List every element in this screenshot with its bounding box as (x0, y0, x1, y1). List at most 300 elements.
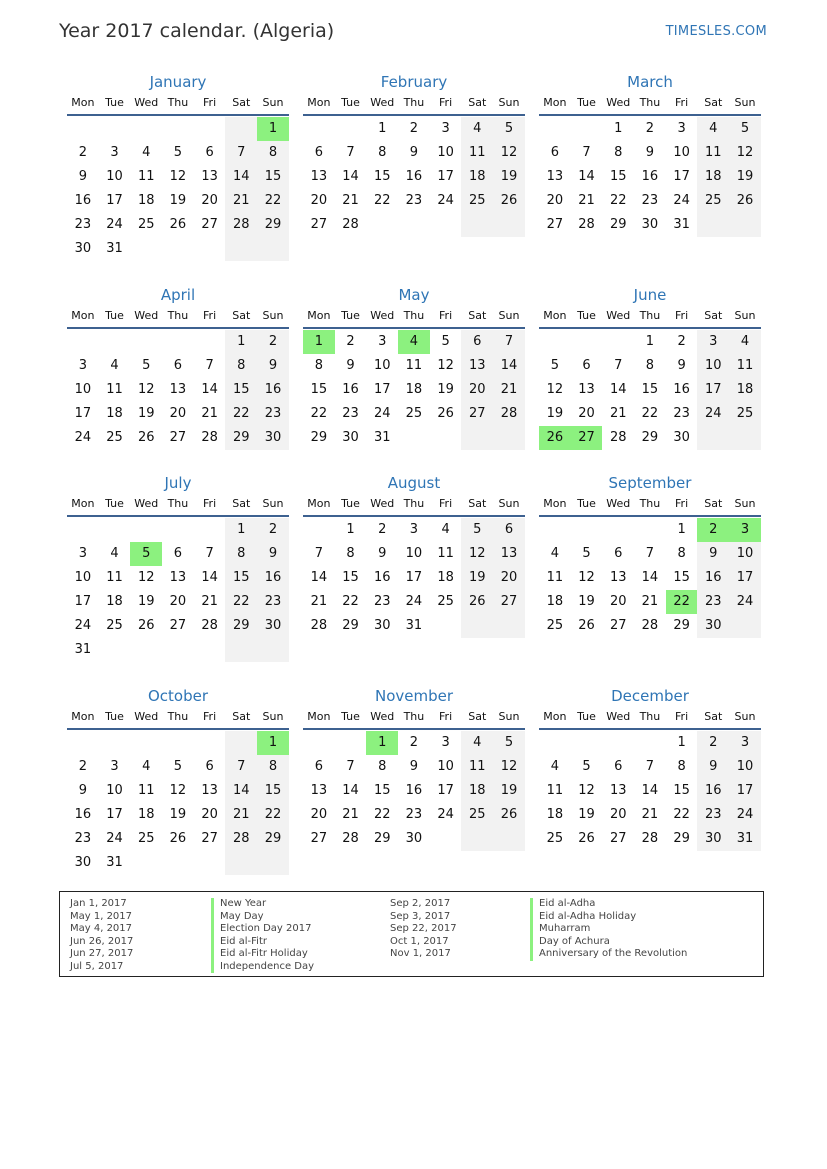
day-cell[interactable]: 13 (609, 783, 627, 798)
day-cell[interactable]: 11 (729, 354, 761, 378)
day-cell[interactable]: 14 (225, 779, 257, 803)
day-cell[interactable]: 27 (461, 402, 493, 426)
day-cell[interactable]: 10 (106, 783, 123, 798)
day-cell[interactable]: 14 (578, 169, 595, 184)
day-cell[interactable]: 6 (173, 546, 183, 561)
day-cell[interactable]: 17 (437, 169, 454, 184)
day-cell[interactable]: 14 (342, 169, 359, 184)
day-cell[interactable]: 7 (582, 145, 591, 160)
day-cell[interactable]: 23 (697, 590, 729, 614)
day-cell[interactable]: 31 (729, 827, 761, 851)
day-cell[interactable]: 25 (729, 402, 761, 426)
day-cell[interactable]: 17 (74, 406, 92, 421)
day-cell[interactable]: 3 (441, 735, 450, 750)
day-cell[interactable]: 24 (437, 807, 454, 822)
day-cell[interactable]: 8 (257, 141, 289, 165)
day-cell[interactable]: 26 (539, 426, 571, 450)
day-cell[interactable]: 26 (137, 618, 155, 633)
day-cell[interactable]: 28 (609, 430, 627, 445)
day-cell[interactable]: 16 (74, 193, 92, 208)
day-cell[interactable]: 24 (729, 803, 761, 827)
day-cell[interactable]: 5 (173, 759, 183, 774)
day-cell[interactable]: 17 (106, 807, 123, 822)
day-cell[interactable]: 9 (346, 358, 355, 373)
day-cell[interactable]: 5 (461, 518, 493, 542)
day-cell[interactable]: 15 (257, 779, 289, 803)
day-cell[interactable]: 15 (225, 378, 257, 402)
day-cell[interactable]: 19 (169, 807, 187, 822)
day-cell[interactable]: 14 (201, 382, 218, 397)
day-cell[interactable]: 31 (106, 855, 123, 870)
day-cell[interactable]: 26 (729, 189, 761, 213)
day-cell[interactable]: 11 (137, 169, 155, 184)
day-cell[interactable]: 7 (225, 755, 257, 779)
day-cell[interactable]: 22 (225, 402, 257, 426)
day-cell[interactable]: 10 (729, 542, 761, 566)
day-cell[interactable]: 28 (641, 831, 659, 846)
day-cell[interactable]: 13 (493, 542, 525, 566)
day-cell[interactable]: 13 (169, 570, 187, 585)
day-cell[interactable]: 5 (493, 731, 525, 755)
day-cell[interactable]: 25 (461, 803, 493, 827)
day-cell[interactable]: 23 (74, 217, 92, 232)
day-cell[interactable]: 25 (546, 618, 564, 633)
day-cell[interactable]: 30 (641, 217, 659, 232)
day-cell[interactable]: 26 (578, 618, 595, 633)
day-cell[interactable]: 2 (409, 121, 419, 136)
day-cell[interactable]: 18 (405, 382, 423, 397)
day-cell[interactable]: 20 (201, 807, 218, 822)
day-cell[interactable]: 7 (614, 358, 623, 373)
day-cell[interactable]: 16 (405, 783, 423, 798)
day-cell[interactable]: 11 (546, 570, 564, 585)
day-cell[interactable]: 11 (137, 783, 155, 798)
day-cell[interactable]: 19 (137, 594, 155, 609)
day-cell[interactable]: 5 (582, 546, 591, 561)
day-cell[interactable]: 8 (257, 755, 289, 779)
day-cell[interactable]: 28 (225, 213, 257, 237)
day-cell[interactable]: 20 (201, 193, 218, 208)
day-cell[interactable]: 25 (137, 217, 155, 232)
day-cell[interactable]: 21 (641, 594, 659, 609)
day-cell[interactable]: 23 (257, 402, 289, 426)
day-cell[interactable]: 8 (645, 358, 655, 373)
day-cell[interactable]: 13 (578, 382, 595, 397)
day-cell[interactable]: 18 (461, 165, 493, 189)
day-cell[interactable]: 30 (405, 831, 423, 846)
day-cell[interactable]: 2 (697, 518, 729, 542)
day-cell[interactable]: 20 (169, 406, 187, 421)
day-cell[interactable]: 19 (493, 165, 525, 189)
day-cell[interactable]: 26 (493, 189, 525, 213)
day-cell[interactable]: 9 (409, 145, 419, 160)
day-cell[interactable]: 21 (342, 193, 359, 208)
day-cell[interactable]: 1 (645, 334, 655, 349)
day-cell[interactable]: 21 (609, 406, 627, 421)
day-cell[interactable]: 19 (546, 406, 564, 421)
day-cell[interactable]: 29 (257, 827, 289, 851)
day-cell[interactable]: 20 (310, 193, 328, 208)
day-cell[interactable]: 18 (106, 406, 123, 421)
day-cell[interactable]: 15 (310, 382, 328, 397)
day-cell[interactable]: 19 (137, 406, 155, 421)
day-cell[interactable]: 5 (493, 117, 525, 141)
day-cell[interactable]: 27 (169, 430, 187, 445)
day-cell[interactable]: 7 (645, 759, 655, 774)
day-cell[interactable]: 7 (645, 546, 655, 561)
day-cell[interactable]: 4 (697, 117, 729, 141)
day-cell[interactable]: 27 (609, 618, 627, 633)
day-cell[interactable]: 21 (201, 594, 218, 609)
day-cell[interactable]: 8 (378, 759, 387, 774)
day-cell[interactable]: 28 (225, 827, 257, 851)
day-cell[interactable]: 12 (137, 570, 155, 585)
day-cell[interactable]: 29 (310, 430, 328, 445)
day-cell[interactable]: 10 (697, 354, 729, 378)
day-cell[interactable]: 11 (461, 755, 493, 779)
day-cell[interactable]: 9 (697, 755, 729, 779)
day-cell[interactable]: 15 (609, 169, 627, 184)
day-cell[interactable]: 16 (641, 169, 659, 184)
day-cell[interactable]: 20 (493, 566, 525, 590)
day-cell[interactable]: 31 (673, 217, 690, 232)
day-cell[interactable]: 20 (310, 807, 328, 822)
day-cell[interactable]: 26 (578, 831, 595, 846)
day-cell[interactable]: 20 (609, 807, 627, 822)
day-cell[interactable]: 15 (225, 566, 257, 590)
day-cell[interactable]: 25 (437, 594, 454, 609)
day-cell[interactable]: 17 (729, 566, 761, 590)
day-cell[interactable]: 13 (310, 169, 328, 184)
day-cell[interactable]: 9 (378, 546, 387, 561)
day-cell[interactable]: 23 (342, 406, 359, 421)
day-cell[interactable]: 4 (441, 522, 450, 537)
day-cell[interactable]: 20 (609, 594, 627, 609)
day-cell[interactable]: 5 (582, 759, 591, 774)
day-cell[interactable]: 9 (78, 169, 87, 184)
day-cell[interactable]: 1 (677, 522, 686, 537)
day-cell[interactable]: 9 (78, 783, 87, 798)
day-cell[interactable]: 1 (257, 117, 289, 141)
day-cell[interactable]: 29 (673, 831, 690, 846)
day-cell[interactable]: 23 (257, 590, 289, 614)
day-cell[interactable]: 29 (673, 618, 690, 633)
day-cell[interactable]: 4 (461, 731, 493, 755)
day-cell[interactable]: 4 (142, 759, 151, 774)
day-cell[interactable]: 20 (461, 378, 493, 402)
day-cell[interactable]: 18 (461, 779, 493, 803)
day-cell[interactable]: 3 (677, 121, 686, 136)
day-cell[interactable]: 16 (257, 566, 289, 590)
day-cell[interactable]: 22 (310, 406, 328, 421)
day-cell[interactable]: 8 (346, 546, 355, 561)
day-cell[interactable]: 28 (201, 618, 218, 633)
day-cell[interactable]: 27 (169, 618, 187, 633)
day-cell[interactable]: 22 (673, 807, 690, 822)
day-cell[interactable]: 28 (342, 831, 359, 846)
day-cell[interactable]: 6 (205, 145, 214, 160)
day-cell[interactable]: 24 (697, 402, 729, 426)
day-cell[interactable]: 25 (137, 831, 155, 846)
day-cell[interactable]: 1 (303, 330, 335, 354)
day-cell[interactable]: 16 (342, 382, 359, 397)
day-cell[interactable]: 4 (461, 117, 493, 141)
day-cell[interactable]: 1 (257, 731, 289, 755)
day-cell[interactable]: 13 (461, 354, 493, 378)
day-cell[interactable]: 17 (673, 169, 690, 184)
day-cell[interactable]: 6 (493, 518, 525, 542)
day-cell[interactable]: 20 (546, 193, 564, 208)
day-cell[interactable]: 1 (225, 330, 257, 354)
day-cell[interactable]: 30 (257, 614, 289, 638)
day-cell[interactable]: 28 (578, 217, 595, 232)
day-cell[interactable]: 23 (697, 803, 729, 827)
day-cell[interactable]: 11 (697, 141, 729, 165)
day-cell[interactable]: 19 (169, 193, 187, 208)
day-cell[interactable]: 2 (677, 334, 686, 349)
day-cell[interactable]: 24 (729, 590, 761, 614)
day-cell[interactable]: 6 (614, 759, 623, 774)
day-cell[interactable]: 28 (493, 402, 525, 426)
day-cell[interactable]: 22 (257, 803, 289, 827)
day-cell[interactable]: 22 (666, 590, 698, 614)
day-cell[interactable]: 30 (697, 614, 729, 638)
day-cell[interactable]: 6 (314, 145, 323, 160)
day-cell[interactable]: 17 (729, 779, 761, 803)
day-cell[interactable]: 10 (373, 358, 391, 373)
day-cell[interactable]: 12 (578, 783, 595, 798)
day-cell[interactable]: 24 (74, 430, 92, 445)
day-cell[interactable]: 8 (677, 546, 686, 561)
day-cell[interactable]: 7 (493, 330, 525, 354)
day-cell[interactable]: 21 (225, 803, 257, 827)
day-cell[interactable]: 31 (106, 241, 123, 256)
day-cell[interactable]: 3 (110, 759, 119, 774)
day-cell[interactable]: 28 (310, 618, 328, 633)
day-cell[interactable]: 24 (673, 193, 690, 208)
day-cell[interactable]: 21 (578, 193, 595, 208)
day-cell[interactable]: 13 (169, 382, 187, 397)
day-cell[interactable]: 13 (310, 783, 328, 798)
day-cell[interactable]: 17 (74, 594, 92, 609)
day-cell[interactable]: 2 (78, 145, 87, 160)
day-cell[interactable]: 2 (78, 759, 87, 774)
day-cell[interactable]: 12 (437, 358, 454, 373)
day-cell[interactable]: 26 (169, 831, 187, 846)
day-cell[interactable]: 21 (493, 378, 525, 402)
day-cell[interactable]: 23 (405, 807, 423, 822)
day-cell[interactable]: 17 (437, 783, 454, 798)
day-cell[interactable]: 14 (225, 165, 257, 189)
day-cell[interactable]: 8 (225, 354, 257, 378)
day-cell[interactable]: 3 (378, 334, 387, 349)
day-cell[interactable]: 24 (74, 618, 92, 633)
day-cell[interactable]: 2 (697, 731, 729, 755)
day-cell[interactable]: 5 (729, 117, 761, 141)
day-cell[interactable]: 8 (677, 759, 686, 774)
day-cell[interactable]: 9 (697, 542, 729, 566)
day-cell[interactable]: 11 (461, 141, 493, 165)
day-cell[interactable]: 5 (142, 358, 151, 373)
day-cell[interactable]: 25 (405, 406, 423, 421)
day-cell[interactable]: 15 (641, 382, 659, 397)
day-cell[interactable]: 5 (130, 542, 162, 566)
day-cell[interactable]: 6 (614, 546, 623, 561)
day-cell[interactable]: 27 (310, 831, 328, 846)
day-cell[interactable]: 13 (546, 169, 564, 184)
day-cell[interactable]: 30 (673, 430, 690, 445)
day-cell[interactable]: 4 (110, 358, 119, 373)
day-cell[interactable]: 6 (550, 145, 559, 160)
day-cell[interactable]: 6 (461, 330, 493, 354)
day-cell[interactable]: 1 (378, 121, 387, 136)
day-cell[interactable]: 3 (110, 145, 119, 160)
day-cell[interactable]: 13 (201, 169, 218, 184)
day-cell[interactable]: 26 (137, 430, 155, 445)
day-cell[interactable]: 5 (441, 334, 450, 349)
day-cell[interactable]: 10 (437, 145, 454, 160)
day-cell[interactable]: 4 (550, 546, 559, 561)
day-cell[interactable]: 12 (729, 141, 761, 165)
day-cell[interactable]: 29 (641, 430, 659, 445)
day-cell[interactable]: 10 (729, 755, 761, 779)
day-cell[interactable]: 2 (257, 518, 289, 542)
day-cell[interactable]: 29 (257, 213, 289, 237)
day-cell[interactable]: 23 (641, 193, 659, 208)
day-cell[interactable]: 11 (437, 546, 454, 561)
day-cell[interactable]: 27 (609, 831, 627, 846)
day-cell[interactable]: 3 (78, 546, 87, 561)
day-cell[interactable]: 22 (225, 590, 257, 614)
day-cell[interactable]: 18 (106, 594, 123, 609)
day-cell[interactable]: 27 (546, 217, 564, 232)
day-cell[interactable]: 25 (546, 831, 564, 846)
day-cell[interactable]: 30 (342, 430, 359, 445)
day-cell[interactable]: 8 (614, 145, 623, 160)
day-cell[interactable]: 16 (697, 566, 729, 590)
day-cell[interactable]: 21 (310, 594, 328, 609)
day-cell[interactable]: 26 (493, 803, 525, 827)
day-cell[interactable]: 18 (137, 807, 155, 822)
day-cell[interactable]: 11 (546, 783, 564, 798)
day-cell[interactable]: 3 (409, 522, 419, 537)
day-cell[interactable]: 10 (437, 759, 454, 774)
day-cell[interactable]: 6 (582, 358, 591, 373)
day-cell[interactable]: 15 (673, 570, 690, 585)
day-cell[interactable]: 12 (169, 169, 187, 184)
day-cell[interactable]: 27 (310, 217, 328, 232)
day-cell[interactable]: 23 (673, 406, 690, 421)
day-cell[interactable]: 6 (173, 358, 183, 373)
day-cell[interactable]: 1 (346, 522, 355, 537)
day-cell[interactable]: 4 (550, 759, 559, 774)
day-cell[interactable]: 19 (437, 382, 454, 397)
site-link[interactable]: TIMESLES.COM (665, 24, 767, 39)
day-cell[interactable]: 29 (225, 614, 257, 638)
day-cell[interactable]: 2 (257, 330, 289, 354)
day-cell[interactable]: 18 (729, 378, 761, 402)
day-cell[interactable]: 2 (346, 334, 355, 349)
day-cell[interactable]: 2 (645, 121, 655, 136)
day-cell[interactable]: 4 (729, 330, 761, 354)
day-cell[interactable]: 18 (137, 193, 155, 208)
day-cell[interactable]: 28 (342, 217, 359, 232)
day-cell[interactable]: 3 (78, 358, 87, 373)
day-cell[interactable]: 14 (609, 382, 627, 397)
day-cell[interactable]: 10 (405, 546, 423, 561)
day-cell[interactable]: 18 (437, 570, 454, 585)
day-cell[interactable]: 25 (697, 189, 729, 213)
day-cell[interactable]: 12 (493, 141, 525, 165)
day-cell[interactable]: 26 (461, 590, 493, 614)
day-cell[interactable]: 26 (169, 217, 187, 232)
day-cell[interactable]: 21 (342, 807, 359, 822)
day-cell[interactable]: 10 (106, 169, 123, 184)
day-cell[interactable]: 20 (169, 594, 187, 609)
day-cell[interactable]: 12 (578, 570, 595, 585)
day-cell[interactable]: 3 (697, 330, 729, 354)
day-cell[interactable]: 3 (729, 731, 761, 755)
day-cell[interactable]: 9 (645, 145, 655, 160)
day-cell[interactable]: 10 (74, 382, 92, 397)
day-cell[interactable]: 1 (677, 735, 686, 750)
day-cell[interactable]: 27 (571, 426, 603, 450)
day-cell[interactable]: 26 (437, 406, 454, 421)
day-cell[interactable]: 6 (314, 759, 323, 774)
day-cell[interactable]: 17 (405, 570, 423, 585)
day-cell[interactable]: 23 (74, 831, 92, 846)
day-cell[interactable]: 25 (461, 189, 493, 213)
day-cell[interactable]: 17 (373, 382, 391, 397)
day-cell[interactable]: 16 (405, 169, 423, 184)
day-cell[interactable]: 16 (74, 807, 92, 822)
day-cell[interactable]: 21 (641, 807, 659, 822)
day-cell[interactable]: 24 (373, 406, 391, 421)
day-cell[interactable]: 23 (373, 594, 391, 609)
day-cell[interactable]: 16 (673, 382, 690, 397)
day-cell[interactable]: 4 (398, 330, 430, 354)
day-cell[interactable]: 9 (409, 759, 419, 774)
day-cell[interactable]: 20 (578, 406, 595, 421)
day-cell[interactable]: 10 (74, 570, 92, 585)
day-cell[interactable]: 14 (641, 783, 659, 798)
day-cell[interactable]: 12 (493, 755, 525, 779)
day-cell[interactable]: 6 (205, 759, 214, 774)
day-cell[interactable]: 22 (373, 807, 391, 822)
day-cell[interactable]: 16 (373, 570, 391, 585)
day-cell[interactable]: 15 (373, 169, 391, 184)
day-cell[interactable]: 30 (697, 827, 729, 851)
day-cell[interactable]: 14 (641, 570, 659, 585)
day-cell[interactable]: 18 (697, 165, 729, 189)
day-cell[interactable]: 28 (641, 618, 659, 633)
day-cell[interactable]: 24 (106, 831, 123, 846)
day-cell[interactable]: 30 (373, 618, 391, 633)
day-cell[interactable]: 7 (205, 358, 214, 373)
day-cell[interactable]: 8 (314, 358, 323, 373)
day-cell[interactable]: 14 (310, 570, 328, 585)
day-cell[interactable]: 29 (609, 217, 627, 232)
day-cell[interactable]: 18 (546, 807, 564, 822)
day-cell[interactable]: 2 (409, 735, 419, 750)
day-cell[interactable]: 3 (729, 518, 761, 542)
day-cell[interactable]: 14 (493, 354, 525, 378)
day-cell[interactable]: 22 (257, 189, 289, 213)
day-cell[interactable]: 9 (257, 354, 289, 378)
day-cell[interactable]: 27 (493, 590, 525, 614)
day-cell[interactable]: 9 (677, 358, 686, 373)
day-cell[interactable]: 3 (441, 121, 450, 136)
